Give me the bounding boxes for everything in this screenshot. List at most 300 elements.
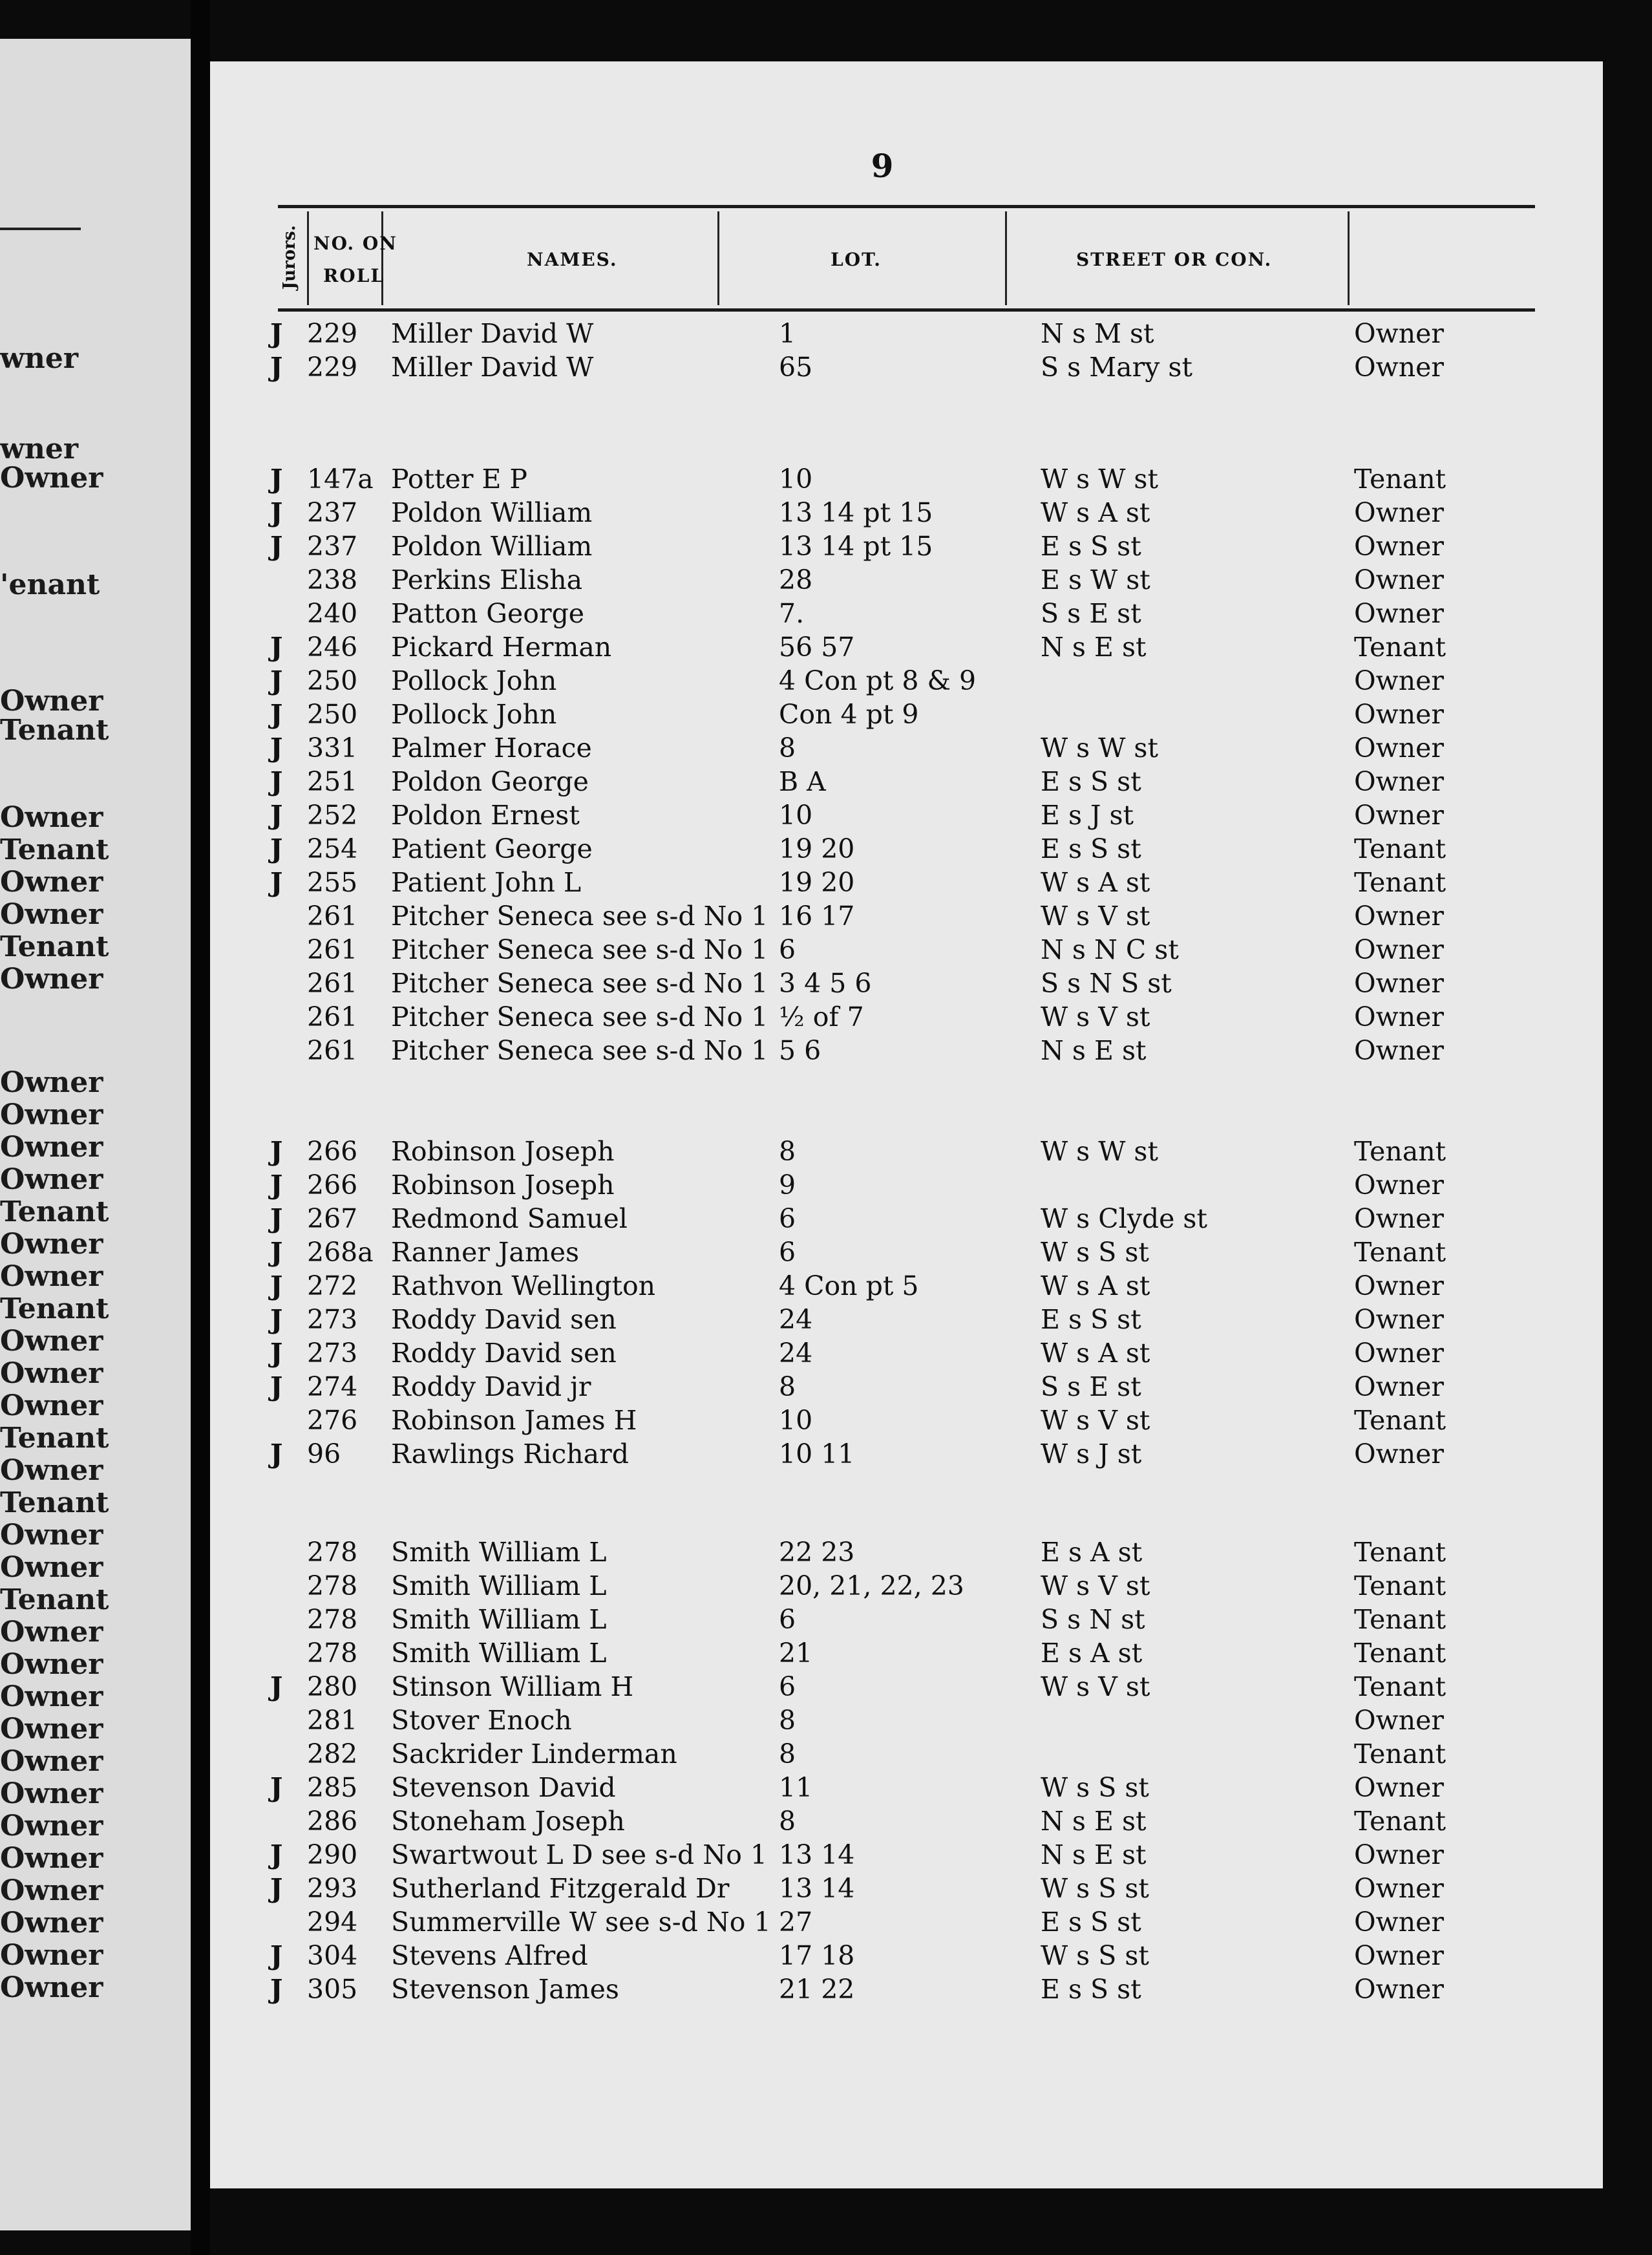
tenure-status: Tenant xyxy=(1354,867,1446,898)
table-row xyxy=(210,630,1603,664)
street-or-con: W s V st xyxy=(1041,901,1150,932)
roll-number: 294 xyxy=(307,1907,358,1938)
table-row xyxy=(210,1905,1603,1939)
owner-name: Rathvon Wellington xyxy=(391,1270,656,1301)
roll-column-header-line2: ROLL xyxy=(323,265,385,286)
table-row xyxy=(210,563,1603,597)
owner-name: Stevens Alfred xyxy=(391,1940,588,1971)
juror-mark: J xyxy=(270,1671,283,1702)
tenure-status: Tenant xyxy=(1354,1638,1446,1669)
owner-name: Smith William L xyxy=(391,1638,607,1669)
owner-name: Smith William L xyxy=(391,1570,607,1601)
roll-number: 305 xyxy=(307,1974,358,2005)
tenure-status: Owner xyxy=(1354,1304,1444,1335)
roll-number: 254 xyxy=(307,833,358,864)
previous-page-word: Owner xyxy=(0,1066,103,1099)
roll-number: 238 xyxy=(307,564,358,595)
street-or-con: E s S st xyxy=(1041,766,1141,797)
binding-gutter xyxy=(191,0,210,2255)
street-or-con: S s Mary st xyxy=(1041,352,1192,383)
owner-name: Robinson James H xyxy=(391,1405,637,1436)
previous-page-word: Owner xyxy=(0,1680,103,1713)
table-row xyxy=(210,462,1603,496)
tenure-status: Owner xyxy=(1354,1338,1444,1369)
juror-mark: J xyxy=(270,1237,283,1268)
previous-page-word: Owner xyxy=(0,1971,103,2004)
roll-number: 252 xyxy=(307,800,358,831)
roll-number: 229 xyxy=(307,352,358,383)
juror-mark: J xyxy=(270,1438,283,1469)
tenure-status: Owner xyxy=(1354,598,1444,629)
roll-number: 266 xyxy=(307,1170,358,1201)
lot-number: 7. xyxy=(779,598,805,629)
previous-page-word: Owner xyxy=(0,1098,103,1131)
street-or-con: W s S st xyxy=(1041,1940,1149,1971)
owner-name: Stevenson David xyxy=(391,1772,616,1803)
lot-number: 8 xyxy=(779,1371,796,1402)
street-or-con: N s E st xyxy=(1041,1839,1147,1870)
table-row xyxy=(210,866,1603,899)
juror-mark: J xyxy=(270,352,283,383)
previous-page-word: Owner xyxy=(0,1325,103,1358)
lot-number: 8 xyxy=(779,1806,796,1837)
column-divider xyxy=(1005,211,1007,305)
table-row xyxy=(210,1972,1603,2006)
previous-page-word: Owner xyxy=(0,866,103,899)
table-row xyxy=(210,899,1603,933)
lot-number: 8 xyxy=(779,1705,796,1736)
owner-name: Pitcher Seneca see s-d No 1 xyxy=(391,1001,768,1032)
table-row xyxy=(210,1872,1603,1905)
tenure-status: Owner xyxy=(1354,934,1444,965)
roll-number: 278 xyxy=(307,1570,358,1601)
previous-page-word: Owner xyxy=(0,1454,103,1487)
table-row xyxy=(210,1704,1603,1737)
street-or-con: W s V st xyxy=(1041,1671,1150,1702)
owner-name: Swartwout L D see s-d No 1 xyxy=(391,1839,768,1870)
previous-page-word: Owner xyxy=(0,1810,103,1843)
previous-page-word: Owner xyxy=(0,1648,103,1681)
juror-mark: J xyxy=(270,464,283,495)
tenure-status: Owner xyxy=(1354,318,1444,349)
lot-number: 10 11 xyxy=(779,1438,855,1469)
lot-number: 4 Con pt 5 xyxy=(779,1270,919,1301)
table-row xyxy=(210,1771,1603,1804)
street-or-con: S s E st xyxy=(1041,598,1141,629)
roll-number: 276 xyxy=(307,1405,358,1436)
roll-number: 281 xyxy=(307,1705,358,1736)
previous-page-word: Tenant xyxy=(0,930,109,963)
juror-mark: J xyxy=(270,1170,283,1201)
street-or-con: W s Clyde st xyxy=(1041,1203,1207,1234)
table-row xyxy=(210,798,1603,832)
owner-name: Perkins Elisha xyxy=(391,564,583,595)
street-or-con: E s S st xyxy=(1041,833,1141,864)
owner-name: Miller David W xyxy=(391,318,594,349)
tenure-status: Tenant xyxy=(1354,632,1446,663)
previous-page-word: Owner xyxy=(0,963,103,996)
table-row xyxy=(210,1535,1603,1569)
roll-number: 261 xyxy=(307,934,358,965)
roll-number: 268a xyxy=(307,1237,374,1268)
previous-page-word: Tenant xyxy=(0,1583,109,1616)
owner-name: Pollock John xyxy=(391,699,557,730)
owner-name: Rawlings Richard xyxy=(391,1438,629,1469)
roll-number: 293 xyxy=(307,1873,358,1904)
owner-name: Pitcher Seneca see s-d No 1 xyxy=(391,934,768,965)
roll-number: 246 xyxy=(307,632,358,663)
roll-number: 229 xyxy=(307,318,358,349)
roll-number: 251 xyxy=(307,766,358,797)
roll-number: 285 xyxy=(307,1772,358,1803)
table-row xyxy=(210,832,1603,866)
street-or-con: N s N C st xyxy=(1041,934,1179,965)
column-divider xyxy=(717,211,719,305)
owner-name: Poldon Ernest xyxy=(391,800,580,831)
juror-mark: J xyxy=(270,1974,283,2005)
roll-number: 255 xyxy=(307,867,358,898)
street-or-con: E s A st xyxy=(1041,1537,1143,1568)
street-or-con: N s E st xyxy=(1041,1806,1147,1837)
tenure-status: Owner xyxy=(1354,1772,1444,1803)
owner-name: Robinson Joseph xyxy=(391,1170,615,1201)
previous-page-word: Owner xyxy=(0,1616,103,1649)
street-or-con: E s A st xyxy=(1041,1638,1143,1669)
column-divider xyxy=(307,211,309,305)
previous-page-word: Owner xyxy=(0,1519,103,1552)
roll-number: 278 xyxy=(307,1604,358,1635)
roll-number: 280 xyxy=(307,1671,358,1702)
juror-mark: J xyxy=(270,867,283,898)
tenure-status: Owner xyxy=(1354,1873,1444,1904)
lot-column-header: LOT. xyxy=(831,249,882,270)
lot-number: 21 22 xyxy=(779,1974,855,2005)
lot-number: 10 xyxy=(779,1405,813,1436)
street-or-con: W s S st xyxy=(1041,1772,1149,1803)
tenure-status: Owner xyxy=(1354,901,1444,932)
lot-number: 8 xyxy=(779,1136,796,1167)
street-or-con: W s W st xyxy=(1041,1136,1158,1167)
owner-name: Pitcher Seneca see s-d No 1 xyxy=(391,968,768,999)
table-row xyxy=(210,1939,1603,1972)
lot-number: 1 xyxy=(779,318,796,349)
roll-number: 286 xyxy=(307,1806,358,1837)
table-row xyxy=(210,765,1603,798)
previous-page-strip xyxy=(0,39,191,2230)
juror-mark: J xyxy=(270,665,283,696)
tenure-status: Owner xyxy=(1354,968,1444,999)
tenure-status: Owner xyxy=(1354,1170,1444,1201)
page-number: 9 xyxy=(871,147,894,185)
owner-name: Roddy David sen xyxy=(391,1338,617,1369)
previous-page-word: Owner xyxy=(0,685,103,718)
owner-name: Redmond Samuel xyxy=(391,1203,628,1234)
lot-number: 6 xyxy=(779,934,796,965)
juror-mark: J xyxy=(270,632,283,663)
previous-page-word: Tenant xyxy=(0,1195,109,1228)
owner-name: Stinson William H xyxy=(391,1671,634,1702)
table-row xyxy=(210,1269,1603,1303)
previous-page-word: Owner xyxy=(0,1228,103,1261)
tenure-status: Tenant xyxy=(1354,1806,1446,1837)
tenure-status: Owner xyxy=(1354,699,1444,730)
names-column-header: NAMES. xyxy=(527,249,618,270)
tenure-status: Tenant xyxy=(1354,1237,1446,1268)
owner-name: Patient George xyxy=(391,833,593,864)
street-or-con: N s E st xyxy=(1041,1035,1147,1066)
owner-name: Stover Enoch xyxy=(391,1705,572,1736)
owner-name: Potter E P xyxy=(391,464,528,495)
tenure-status: Owner xyxy=(1354,1940,1444,1971)
lot-number: 10 xyxy=(779,800,813,831)
lot-number: 6 xyxy=(779,1604,796,1635)
tenure-status: Owner xyxy=(1354,1371,1444,1402)
lot-number: 10 xyxy=(779,464,813,495)
tenure-status: Tenant xyxy=(1354,833,1446,864)
owner-name: Smith William L xyxy=(391,1604,607,1635)
juror-mark: J xyxy=(270,1940,283,1971)
lot-number: 19 20 xyxy=(779,833,855,864)
table-row xyxy=(210,698,1603,731)
owner-name: Palmer Horace xyxy=(391,732,592,764)
street-or-con: W s A st xyxy=(1041,1338,1150,1369)
owner-name: Roddy David jr xyxy=(391,1371,591,1402)
roll-number: 240 xyxy=(307,598,358,629)
lot-number: 8 xyxy=(779,1738,796,1769)
owner-name: Pitcher Seneca see s-d No 1 xyxy=(391,1035,768,1066)
column-divider xyxy=(381,211,383,305)
lot-number: 65 xyxy=(779,352,813,383)
tenure-status: Owner xyxy=(1354,1907,1444,1938)
owner-name: Pollock John xyxy=(391,665,557,696)
table-row xyxy=(210,496,1603,529)
roll-number: 274 xyxy=(307,1371,358,1402)
street-or-con: W s W st xyxy=(1041,732,1158,764)
owner-name: Stoneham Joseph xyxy=(391,1806,625,1837)
juror-mark: J xyxy=(270,800,283,831)
street-column-header: STREET OR CON. xyxy=(1076,249,1273,270)
owner-name: Pickard Herman xyxy=(391,632,612,663)
tenure-status: Tenant xyxy=(1354,1570,1446,1601)
street-or-con: S s N st xyxy=(1041,1604,1145,1635)
tenure-status: Owner xyxy=(1354,1438,1444,1469)
table-row xyxy=(210,1370,1603,1404)
previous-page-word: wner xyxy=(0,433,79,465)
juror-mark: J xyxy=(270,1873,283,1904)
table-row xyxy=(210,1737,1603,1771)
tenure-status: Owner xyxy=(1354,1839,1444,1870)
lot-number: 24 xyxy=(779,1304,813,1335)
lot-number: 11 xyxy=(779,1772,813,1803)
tenure-status: Owner xyxy=(1354,1001,1444,1032)
previous-page-word: Owner xyxy=(0,1939,103,1972)
tenure-status: Tenant xyxy=(1354,1136,1446,1167)
roll-number: 261 xyxy=(307,901,358,932)
owner-name: Patton George xyxy=(391,598,585,629)
tenure-status: Owner xyxy=(1354,732,1444,764)
juror-mark: J xyxy=(270,732,283,764)
lot-number: 6 xyxy=(779,1671,796,1702)
street-or-con: E s S st xyxy=(1041,1907,1141,1938)
table-row xyxy=(210,1603,1603,1636)
table-row xyxy=(210,1569,1603,1603)
tenure-status: Owner xyxy=(1354,531,1444,562)
table-row xyxy=(210,1336,1603,1370)
juror-mark: J xyxy=(270,1136,283,1167)
roll-number: 290 xyxy=(307,1839,358,1870)
juror-mark: J xyxy=(270,1203,283,1234)
table-row xyxy=(210,1168,1603,1202)
owner-name: Sutherland Fitzgerald Dr xyxy=(391,1873,730,1904)
lot-number: 13 14 xyxy=(779,1839,855,1870)
roll-number: 272 xyxy=(307,1270,358,1301)
juror-mark: J xyxy=(270,1304,283,1335)
table-row xyxy=(210,1804,1603,1838)
juror-mark: J xyxy=(270,1371,283,1402)
tenure-status: Owner xyxy=(1354,564,1444,595)
street-or-con: N s E st xyxy=(1041,632,1147,663)
street-or-con: W s V st xyxy=(1041,1570,1150,1601)
street-or-con: W s J st xyxy=(1041,1438,1142,1469)
roll-number: 96 xyxy=(307,1438,341,1469)
roll-number: 237 xyxy=(307,497,358,528)
juror-mark: J xyxy=(270,1338,283,1369)
roll-column-header-line1: NO. ON xyxy=(313,233,397,254)
lot-number: 20, 21, 22, 23 xyxy=(779,1570,964,1601)
previous-page-word: Owner xyxy=(0,1551,103,1584)
table-row xyxy=(210,967,1603,1000)
juror-mark: J xyxy=(270,833,283,864)
previous-page-rule xyxy=(0,228,81,230)
roll-number: 261 xyxy=(307,1001,358,1032)
roll-number: 267 xyxy=(307,1203,358,1234)
lot-number: Con 4 pt 9 xyxy=(779,699,919,730)
table-row xyxy=(210,1670,1603,1704)
lot-number: 8 xyxy=(779,732,796,764)
header-bottom-rule xyxy=(278,308,1535,312)
street-or-con: E s S st xyxy=(1041,1304,1141,1335)
table-row xyxy=(210,317,1603,350)
juror-mark: J xyxy=(270,497,283,528)
juror-mark: J xyxy=(270,1839,283,1870)
table-row xyxy=(210,1437,1603,1471)
owner-name: Robinson Joseph xyxy=(391,1136,615,1167)
previous-page-word: Owner xyxy=(0,1842,103,1875)
owner-name: Stevenson James xyxy=(391,1974,619,2005)
previous-page-word: Owner xyxy=(0,1874,103,1907)
previous-page-word: Owner xyxy=(0,1777,103,1810)
street-or-con: S s E st xyxy=(1041,1371,1141,1402)
juror-mark: J xyxy=(270,1772,283,1803)
previous-page-word: 'enant xyxy=(0,568,100,601)
lot-number: 21 xyxy=(779,1638,813,1669)
street-or-con: W s S st xyxy=(1041,1873,1149,1904)
tenure-status: Owner xyxy=(1354,1203,1444,1234)
owner-name: Pitcher Seneca see s-d No 1 xyxy=(391,901,768,932)
roll-number: 266 xyxy=(307,1136,358,1167)
street-or-con: W s V st xyxy=(1041,1001,1150,1032)
lot-number: 24 xyxy=(779,1338,813,1369)
street-or-con: S s N S st xyxy=(1041,968,1172,999)
table-row xyxy=(210,597,1603,630)
previous-page-word: Owner xyxy=(0,1907,103,1940)
lot-number: 13 14 pt 15 xyxy=(779,531,933,562)
tenure-status: Tenant xyxy=(1354,1537,1446,1568)
street-or-con: N s M st xyxy=(1041,318,1154,349)
lot-number: B A xyxy=(779,766,826,797)
table-row xyxy=(210,933,1603,967)
roll-number: 273 xyxy=(307,1304,358,1335)
roll-number: 278 xyxy=(307,1638,358,1669)
owner-name: Roddy David sen xyxy=(391,1304,617,1335)
roll-number: 331 xyxy=(307,732,358,764)
previous-page-word: Owner xyxy=(0,1260,103,1293)
tenure-status: Owner xyxy=(1354,352,1444,383)
juror-mark: J xyxy=(270,766,283,797)
juror-mark: J xyxy=(270,1270,283,1301)
table-row xyxy=(210,1135,1603,1168)
table-row xyxy=(210,731,1603,765)
owner-name: Ranner James xyxy=(391,1237,580,1268)
lot-number: 6 xyxy=(779,1203,796,1234)
street-or-con: W s A st xyxy=(1041,1270,1150,1301)
lot-number: 28 xyxy=(779,564,813,595)
roll-number: 304 xyxy=(307,1940,358,1971)
previous-page-word: Owner xyxy=(0,1389,103,1422)
juror-mark: J xyxy=(270,318,283,349)
previous-page-word: Tenant xyxy=(0,714,109,747)
roll-number: 147a xyxy=(307,464,374,495)
table-row xyxy=(210,1202,1603,1235)
tenure-status: Owner xyxy=(1354,766,1444,797)
tenure-status: Owner xyxy=(1354,665,1444,696)
previous-page-word: Owner xyxy=(0,1163,103,1196)
roll-number: 250 xyxy=(307,699,358,730)
lot-number: 5 6 xyxy=(779,1035,821,1066)
previous-page-word: Tenant xyxy=(0,1292,109,1325)
street-or-con: E s W st xyxy=(1041,564,1150,595)
lot-number: ½ of 7 xyxy=(779,1001,864,1032)
previous-page-word: Owner xyxy=(0,1745,103,1778)
previous-page-word: Tenant xyxy=(0,1486,109,1519)
street-or-con: E s S st xyxy=(1041,1974,1141,2005)
lot-number: 17 18 xyxy=(779,1940,855,1971)
table-row xyxy=(210,1000,1603,1034)
lot-number: 56 57 xyxy=(779,632,855,663)
ledger-page xyxy=(210,61,1603,2188)
street-or-con: W s A st xyxy=(1041,497,1150,528)
lot-number: 13 14 xyxy=(779,1873,855,1904)
previous-page-word: Tenant xyxy=(0,833,109,866)
lot-number: 19 20 xyxy=(779,867,855,898)
tenure-status: Tenant xyxy=(1354,464,1446,495)
street-or-con: W s V st xyxy=(1041,1405,1150,1436)
lot-number: 9 xyxy=(779,1170,796,1201)
table-row xyxy=(210,1838,1603,1872)
table-row xyxy=(210,1303,1603,1336)
owner-name: Summerville W see s-d No 1 xyxy=(391,1907,771,1938)
street-or-con: E s J st xyxy=(1041,800,1134,831)
table-row xyxy=(210,1235,1603,1269)
lot-number: 6 xyxy=(779,1237,796,1268)
owner-name: Poldon William xyxy=(391,531,593,562)
table-row xyxy=(210,529,1603,563)
table-row xyxy=(210,1404,1603,1437)
tenure-status: Owner xyxy=(1354,1974,1444,2005)
owner-name: Patient John L xyxy=(391,867,582,898)
previous-page-word: Owner xyxy=(0,898,103,931)
previous-page-word: Owner xyxy=(0,1357,103,1390)
